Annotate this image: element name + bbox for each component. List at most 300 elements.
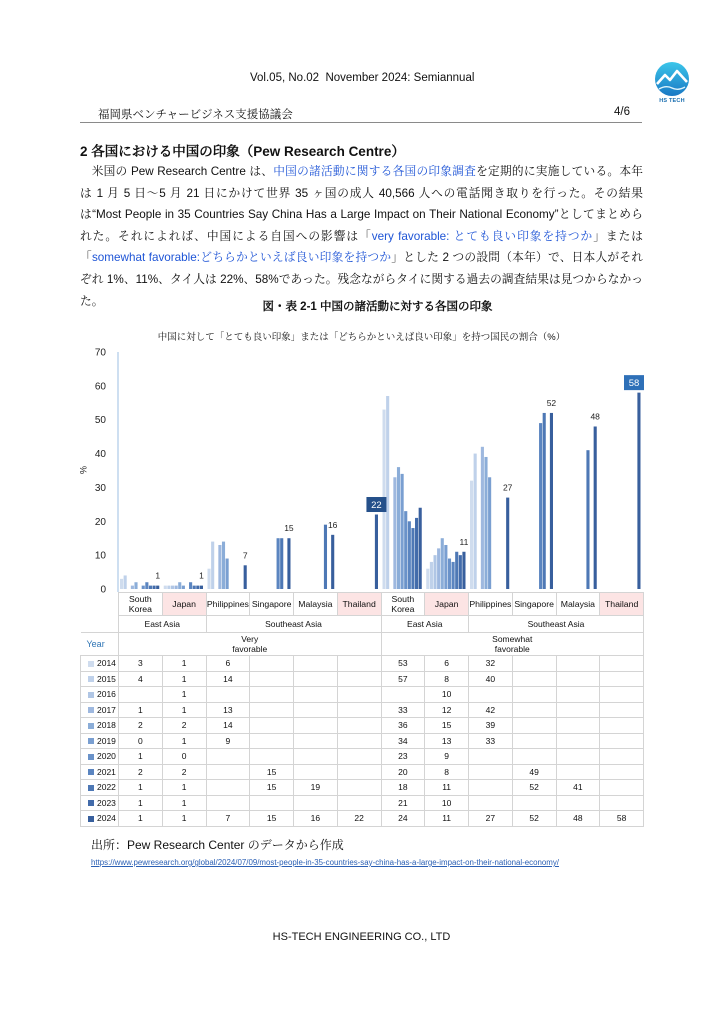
bar	[142, 586, 145, 589]
bar	[470, 481, 473, 589]
table-cell	[556, 702, 600, 718]
measure-group-label	[119, 633, 382, 656]
table-cell	[337, 749, 381, 765]
table-cell: 12	[425, 702, 469, 718]
bar	[211, 542, 214, 589]
table-cell: 10	[425, 795, 469, 811]
table-cell	[294, 718, 338, 734]
table-cell	[294, 656, 338, 672]
year-label-cell	[81, 780, 119, 796]
table-cell: 52	[512, 780, 556, 796]
table-cell: 22	[337, 811, 381, 827]
table-cell	[250, 718, 294, 734]
table-cell: 33	[469, 733, 513, 749]
table-cell: 10	[425, 687, 469, 703]
bar	[182, 586, 185, 589]
table-cell	[556, 656, 600, 672]
bar	[175, 586, 178, 589]
table-cell: 8	[425, 671, 469, 687]
category-label: Malaysia	[294, 593, 338, 616]
data-label: 58	[628, 377, 640, 389]
bar	[401, 474, 404, 589]
table-cell: 42	[469, 702, 513, 718]
table-cell	[294, 671, 338, 687]
table-cell: 1	[119, 795, 163, 811]
table-cell: 15	[250, 764, 294, 780]
year-label-cell	[81, 795, 119, 811]
very-favorable-term: very favorable: とても良い印象を持つか	[371, 229, 594, 243]
blank-cell	[81, 616, 119, 633]
table-cell	[600, 733, 644, 749]
table-row	[81, 795, 644, 811]
legend-swatch	[88, 723, 94, 729]
bar	[455, 552, 458, 589]
bar	[437, 548, 440, 589]
table-cell	[337, 780, 381, 796]
table-cell	[250, 687, 294, 703]
table-cell	[294, 733, 338, 749]
year-label: 2022	[97, 782, 116, 793]
somewhat-favorable-term: somewhat favorable:どちらかといえば良い印象を持つか	[91, 251, 392, 265]
year-label: 2014	[97, 658, 116, 669]
table-row	[81, 733, 644, 749]
bar	[280, 538, 283, 589]
table-cell	[250, 733, 294, 749]
table-cell: 11	[425, 811, 469, 827]
bar	[474, 454, 477, 589]
legend-swatch	[88, 738, 94, 744]
intro-paragraph	[80, 161, 643, 312]
table-cell: 13	[425, 733, 469, 749]
source-url-link[interactable]: https://www.pewresearch.org/global/2024/07/09/most-people-in-35-countries-say-china-has-a-large-impact-on-their-national-economy/	[91, 858, 559, 867]
bar	[120, 579, 123, 589]
table-cell: 57	[381, 671, 425, 687]
table-cell: 0	[119, 733, 163, 749]
table-cell: 1	[162, 687, 206, 703]
table-cell: 1	[119, 780, 163, 796]
table-cell	[469, 749, 513, 765]
table-cell: 3	[119, 656, 163, 672]
table-cell	[600, 780, 644, 796]
table-cell	[206, 749, 250, 765]
table-cell	[469, 687, 513, 703]
year-label-cell	[81, 811, 119, 827]
source-label: 出所：Pew Research Center のデータから作成	[91, 838, 344, 852]
table-cell: 49	[512, 764, 556, 780]
table-cell	[556, 795, 600, 811]
chart-data-table	[80, 592, 644, 827]
table-cell: 52	[512, 811, 556, 827]
category-label: South Korea	[381, 593, 425, 616]
table-cell	[294, 795, 338, 811]
category-label: Thailand	[337, 593, 381, 616]
table-cell	[600, 795, 644, 811]
bar	[167, 586, 170, 589]
bar	[331, 535, 334, 589]
legend-swatch	[88, 661, 94, 667]
data-label: 22	[371, 499, 382, 511]
year-label: 2018	[97, 720, 116, 731]
bar	[426, 569, 429, 589]
legend-swatch	[88, 769, 94, 775]
logo-text: HS TECH	[659, 98, 685, 104]
table-cell	[250, 795, 294, 811]
table-cell: 8	[425, 764, 469, 780]
table-cell	[206, 780, 250, 796]
table-cell: 18	[381, 780, 425, 796]
bar	[415, 518, 418, 589]
bar	[550, 413, 553, 589]
y-tick-label: 20	[94, 516, 106, 528]
table-cell: 1	[162, 811, 206, 827]
table-cell: 39	[469, 718, 513, 734]
intro-text: 」とした 2 つの設問（本年）で、日本人がそれぞれ 1%、11%、タイ人は 22%、58%であった。残念ながらタイに関する過去の調査結果は見つからなかった。	[80, 251, 643, 308]
category-label: South Korea	[119, 593, 163, 616]
table-cell	[556, 733, 600, 749]
bar-chart	[60, 340, 660, 595]
y-tick-label: 60	[94, 381, 106, 393]
table-row	[81, 749, 644, 765]
bar	[393, 477, 396, 589]
category-label: Philippines	[206, 593, 250, 616]
table-row	[81, 702, 644, 718]
table-cell: 4	[119, 671, 163, 687]
table-cell	[512, 671, 556, 687]
table-cell	[294, 749, 338, 765]
bar	[164, 586, 167, 589]
measure-group-text: Very favorable	[232, 634, 268, 654]
table-cell: 15	[250, 811, 294, 827]
table-cell	[600, 687, 644, 703]
footer-company: HS-TECH ENGINEERING CO., LTD	[272, 931, 451, 943]
bar	[408, 521, 411, 589]
organization-name: 福岡県ベンチャービジネス支援協議会	[98, 109, 293, 121]
table-cell	[469, 795, 513, 811]
data-label: 15	[284, 523, 294, 534]
bar	[124, 575, 127, 589]
table-cell: 14	[206, 718, 250, 734]
data-label: 48	[590, 411, 600, 422]
year-label-cell	[81, 733, 119, 749]
table-cell: 19	[294, 780, 338, 796]
table-cell	[512, 733, 556, 749]
bar	[131, 586, 134, 589]
table-cell	[206, 795, 250, 811]
category-label: Malaysia	[556, 593, 600, 616]
bar	[462, 552, 465, 589]
table-cell: 15	[250, 780, 294, 796]
table-cell	[512, 656, 556, 672]
bar	[452, 562, 455, 589]
table-cell	[250, 702, 294, 718]
survey-link[interactable]: 中国の諸活動に関する各国の印象調査	[273, 165, 477, 178]
year-label: 2023	[97, 797, 116, 808]
table-cell	[600, 718, 644, 734]
year-label: 2019	[97, 735, 116, 746]
year-label-cell	[81, 749, 119, 765]
table-cell: 6	[425, 656, 469, 672]
table-cell	[469, 764, 513, 780]
table-cell: 20	[381, 764, 425, 780]
bar	[433, 555, 436, 589]
legend-swatch	[88, 754, 94, 760]
bar	[222, 542, 225, 589]
bar	[226, 559, 229, 589]
year-label: 2015	[97, 673, 116, 684]
table-cell	[512, 749, 556, 765]
table-cell	[512, 687, 556, 703]
year-label: 2020	[97, 751, 116, 762]
table-cell	[250, 671, 294, 687]
table-row	[81, 764, 644, 780]
y-tick-label: 10	[94, 550, 106, 562]
region-group-row	[81, 616, 644, 633]
table-cell	[337, 718, 381, 734]
year-label: 2021	[97, 766, 116, 777]
bar	[397, 467, 400, 589]
table-cell: 27	[469, 811, 513, 827]
year-label-cell	[81, 671, 119, 687]
measure-group-text: Somewhat favorable	[492, 634, 533, 654]
year-label-cell	[81, 702, 119, 718]
bar	[539, 423, 542, 589]
table-cell	[337, 687, 381, 703]
bar	[145, 582, 148, 589]
table-cell: 21	[381, 795, 425, 811]
table-cell	[556, 749, 600, 765]
table-cell: 2	[119, 718, 163, 734]
table-cell	[337, 656, 381, 672]
legend-swatch	[88, 800, 94, 806]
bar	[208, 569, 211, 589]
year-label-cell	[81, 764, 119, 780]
table-row	[81, 718, 644, 734]
bar	[277, 538, 280, 589]
y-tick-label: 0	[100, 584, 106, 596]
table-cell: 23	[381, 749, 425, 765]
table-cell: 11	[425, 780, 469, 796]
table-cell	[600, 764, 644, 780]
table-row	[81, 811, 644, 827]
year-header: Year	[81, 633, 119, 656]
bar	[386, 396, 389, 589]
legend-swatch	[88, 785, 94, 791]
table-body	[81, 593, 644, 827]
region-group-label: East Asia	[381, 616, 469, 633]
table-cell	[337, 764, 381, 780]
intro-text: 」または「	[80, 229, 643, 265]
bar	[178, 582, 181, 589]
data-label: 16	[327, 519, 338, 530]
data-label: 27	[502, 482, 513, 493]
data-label: 1	[155, 570, 161, 581]
table-row	[81, 780, 644, 796]
bar	[411, 528, 414, 589]
category-label: Thailand	[600, 593, 644, 616]
data-label: 52	[546, 397, 557, 408]
table-cell	[556, 671, 600, 687]
y-axis-label: %	[78, 465, 88, 475]
year-label: 2016	[97, 689, 116, 700]
logo-icon	[650, 60, 694, 98]
table-cell: 2	[119, 764, 163, 780]
section-heading: 2 各国における中国の印象（Pew Research Centre）	[80, 144, 405, 159]
table-cell: 53	[381, 656, 425, 672]
table-cell	[600, 656, 644, 672]
table-cell: 1	[162, 795, 206, 811]
volume-issue-line: Vol.05, No.02 November 2024: Semiannual	[250, 72, 475, 84]
y-tick-label: 40	[94, 449, 106, 461]
y-tick-label: 50	[94, 415, 106, 427]
measure-group-label	[381, 633, 644, 656]
bar	[430, 562, 433, 589]
table-cell: 9	[425, 749, 469, 765]
table-cell: 9	[206, 733, 250, 749]
table-cell	[512, 702, 556, 718]
table-cell	[294, 764, 338, 780]
bar	[484, 457, 487, 589]
bar	[448, 559, 451, 589]
table-row	[81, 671, 644, 687]
table-cell: 2	[162, 718, 206, 734]
category-label: Japan	[425, 593, 469, 616]
table-cell: 32	[469, 656, 513, 672]
bar	[134, 582, 137, 589]
table-cell	[337, 795, 381, 811]
category-label-row	[81, 593, 644, 616]
year-label-cell	[81, 656, 119, 672]
table-cell	[206, 687, 250, 703]
category-label: Singapore	[250, 593, 294, 616]
bar	[153, 586, 156, 589]
bar	[287, 538, 290, 589]
legend-swatch	[88, 692, 94, 698]
table-cell: 2	[162, 764, 206, 780]
bar	[459, 555, 462, 589]
bar	[444, 545, 447, 589]
bar	[419, 508, 422, 589]
bar	[404, 511, 407, 589]
table-cell	[337, 671, 381, 687]
table-cell	[381, 687, 425, 703]
table-cell: 7	[206, 811, 250, 827]
bar	[196, 586, 199, 589]
category-label: Japan	[162, 593, 206, 616]
table-cell	[600, 702, 644, 718]
bar	[200, 586, 203, 589]
hs-tech-logo	[650, 60, 694, 106]
table-cell: 1	[162, 656, 206, 672]
table-cell	[206, 764, 250, 780]
table-cell: 1	[162, 671, 206, 687]
table-cell: 1	[119, 749, 163, 765]
chart-title: 中国に対して「とても良い印象」または「どちらかといえば良い印象」を持つ国民の割合（%）	[157, 332, 566, 343]
table-cell: 36	[381, 718, 425, 734]
bar	[324, 525, 327, 589]
figure-caption: 図・表 2-1 中国の諸活動に対する各国の印象	[262, 301, 493, 313]
table-cell	[337, 702, 381, 718]
table-cell: 14	[206, 671, 250, 687]
y-tick-label: 30	[94, 482, 106, 494]
bar	[506, 498, 509, 589]
bar	[189, 582, 192, 589]
measure-header-row	[81, 633, 644, 656]
table-cell: 1	[119, 811, 163, 827]
table-cell: 1	[162, 733, 206, 749]
intro-text: を定期的に実施している。本年は 1 月 5 日～5 月 21 日にかけて世界 35 ヶ国の成人 40,566 人への電話聞き取りを行った。その結果は“Most People in 35 Countries Say China Has a Large Impact on Their National Economy”としてまとめられた。それによれば、中国による自国への影響は「	[80, 165, 643, 243]
table-cell	[337, 733, 381, 749]
legend-swatch	[88, 816, 94, 822]
table-cell: 0	[162, 749, 206, 765]
table-cell: 24	[381, 811, 425, 827]
data-label: 1	[199, 570, 204, 581]
table-cell: 48	[556, 811, 600, 827]
bar	[156, 586, 159, 589]
bar	[244, 565, 247, 589]
bar	[586, 450, 589, 589]
bar	[441, 538, 444, 589]
year-label-cell	[81, 718, 119, 734]
legend-swatch	[88, 707, 94, 713]
year-label: 2017	[97, 704, 116, 715]
table-cell: 15	[425, 718, 469, 734]
page-number: 4/6	[614, 106, 630, 118]
table-cell: 13	[206, 702, 250, 718]
year-label: 2024	[97, 813, 116, 824]
table-cell	[469, 780, 513, 796]
bar	[543, 413, 546, 589]
bar	[481, 447, 484, 589]
table-cell: 34	[381, 733, 425, 749]
table-cell	[556, 687, 600, 703]
intro-text: 米国の Pew Research Centre は、	[91, 165, 274, 178]
bar	[218, 545, 221, 589]
bar	[193, 586, 196, 589]
table-cell	[250, 656, 294, 672]
table-cell: 16	[294, 811, 338, 827]
bar	[488, 477, 491, 589]
table-cell	[512, 718, 556, 734]
table-row	[81, 656, 644, 672]
table-cell: 1	[119, 702, 163, 718]
table-cell	[294, 702, 338, 718]
region-group-label: East Asia	[119, 616, 207, 633]
legend-swatch	[88, 676, 94, 682]
year-label-cell	[81, 687, 119, 703]
region-group-label: Southeast Asia	[469, 616, 644, 633]
table-cell	[600, 671, 644, 687]
bar	[594, 426, 597, 589]
table-cell	[294, 687, 338, 703]
blank-cell	[81, 593, 119, 616]
table-cell: 41	[556, 780, 600, 796]
table-cell	[556, 718, 600, 734]
table-cell: 1	[162, 702, 206, 718]
data-label: 11	[459, 536, 469, 547]
category-label: Singapore	[512, 593, 556, 616]
table-cell	[512, 795, 556, 811]
table-cell: 40	[469, 671, 513, 687]
table-cell: 58	[600, 811, 644, 827]
table-cell	[556, 764, 600, 780]
table-cell	[250, 749, 294, 765]
table-row	[81, 687, 644, 703]
header-divider	[80, 122, 642, 123]
region-group-label: Southeast Asia	[206, 616, 381, 633]
bar	[637, 393, 640, 589]
bar	[149, 586, 152, 589]
table-cell: 33	[381, 702, 425, 718]
